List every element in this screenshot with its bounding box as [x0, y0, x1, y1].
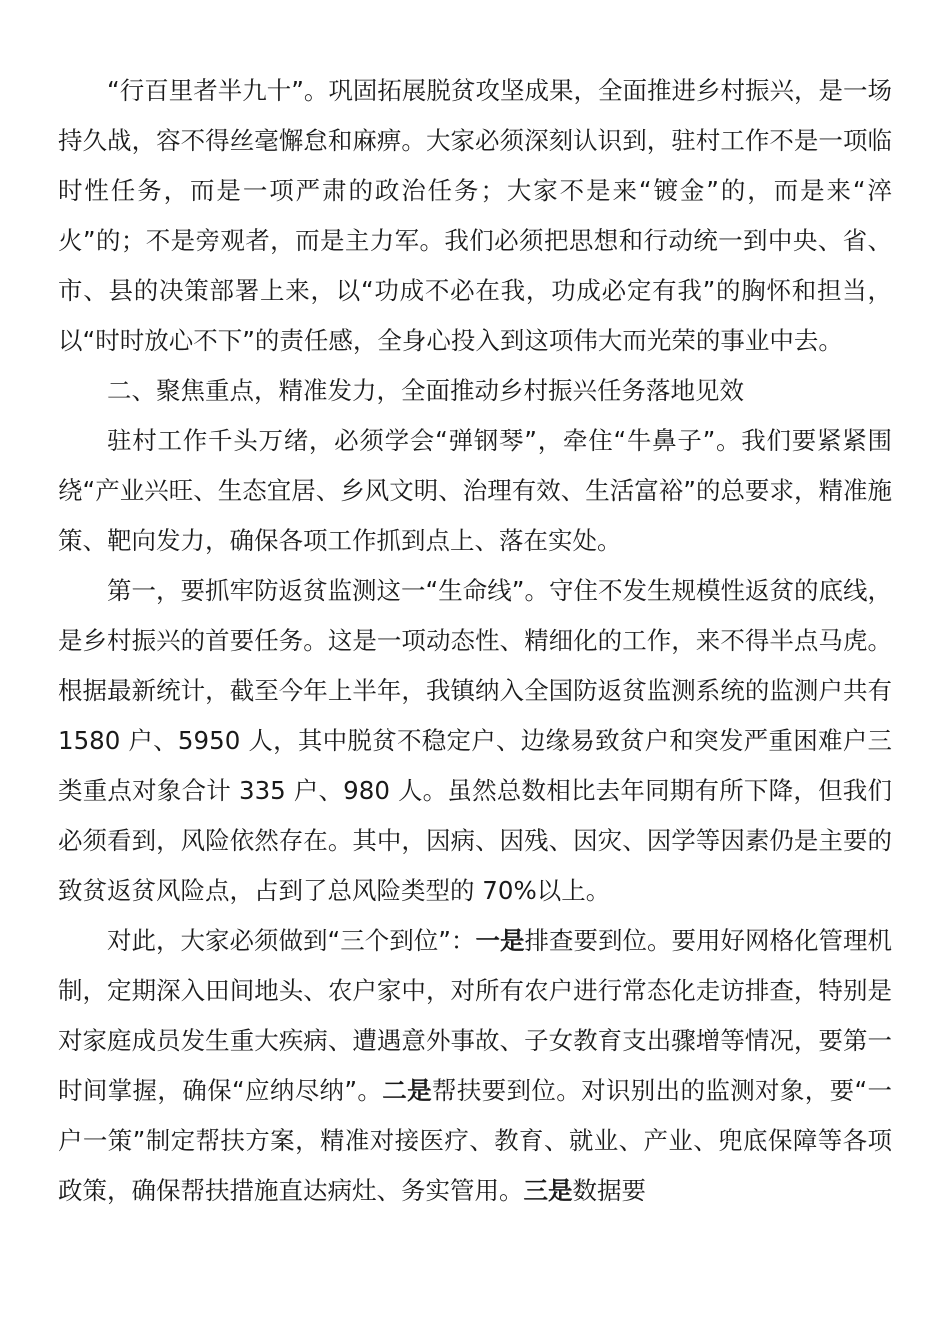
keyword-first: 一是: [475, 926, 525, 955]
paragraph-monitoring: 第一，要抓牢防返贫监测这一“生命线”。守住不发生规模性返贫的底线，是乡村振兴的首要任务。这是一项动态性、精细化的工作，来不得半点马虎。根据最新统计，截至今年上半年，我镇纳入全国防返贫监测系统的监测户共有 1580 户、5950 人，其中脱贫不稳定户、边缘易致贫户和突发严重困难户三类重点对象合计 335 户、980 人。虽然总数相比去年同期有所下降，但我们必须看到，风险依然存在。其中，因病、因残、因灾、因学等因素仍是主要的致贫返贫风险点，占到了总风险类型的 70%以上。: [58, 576, 892, 905]
document-page: [58, 66, 892, 1216]
paragraph-three-requirements: [58, 916, 892, 1216]
section-heading-2: 二、聚焦重点，精准发力，全面推动乡村振兴任务落地见效: [107, 376, 744, 405]
requirement-first-text: 排查要到位。要用好网格化管理机制，定期深入田间地头、农户家中，对所有农户进行常态化走访排查，特别是对家庭成员发生重大疾病、遭遇意外事故、子女教育支出骤增等情况，要第一时间掌握，确保“应纳尽纳”。: [58, 926, 893, 1105]
paragraph-commitment: “行百里者半九十”。巩固拓展脱贫攻坚成果，全面推进乡村振兴，是一场持久战，容不得丝毫懈怠和麻痹。大家必须深刻认识到，驻村工作不是一项临时性任务，而是一项严肃的政治任务；大家不是来“镀金”的，而是来“淬火”的；不是旁观者，而是主力军。我们必须把思想和行动统一到中央、省、市、县的决策部署上来，以“功成不必在我，功成必定有我”的胸怀和担当，以“时时放心不下”的责任感，全身心投入到这项伟大而光荣的事业中去。: [58, 76, 892, 355]
keyword-second: 二是: [382, 1076, 432, 1105]
paragraph-focus: 驻村工作千头万绪，必须学会“弹钢琴”，牵住“牛鼻子”。我们要紧紧围绕“产业兴旺、生态宜居、乡风文明、治理有效、生活富裕”的总要求，精准施策、靶向发力，确保各项工作抓到点上、落在实处。: [58, 426, 892, 555]
keyword-third: 三是: [523, 1176, 573, 1205]
requirement-second-text: 帮扶要到位。对识别出的监测对象，要“一户一策”制定帮扶方案，精准对接医疗、教育、就业、产业、兜底保障等各项政策，确保帮扶措施直达病灶、务实管用。: [58, 1076, 892, 1205]
requirement-third-text: 数据要: [572, 1176, 646, 1205]
three-requirements-intro: 对此，大家必须做到“三个到位”：: [107, 926, 476, 955]
